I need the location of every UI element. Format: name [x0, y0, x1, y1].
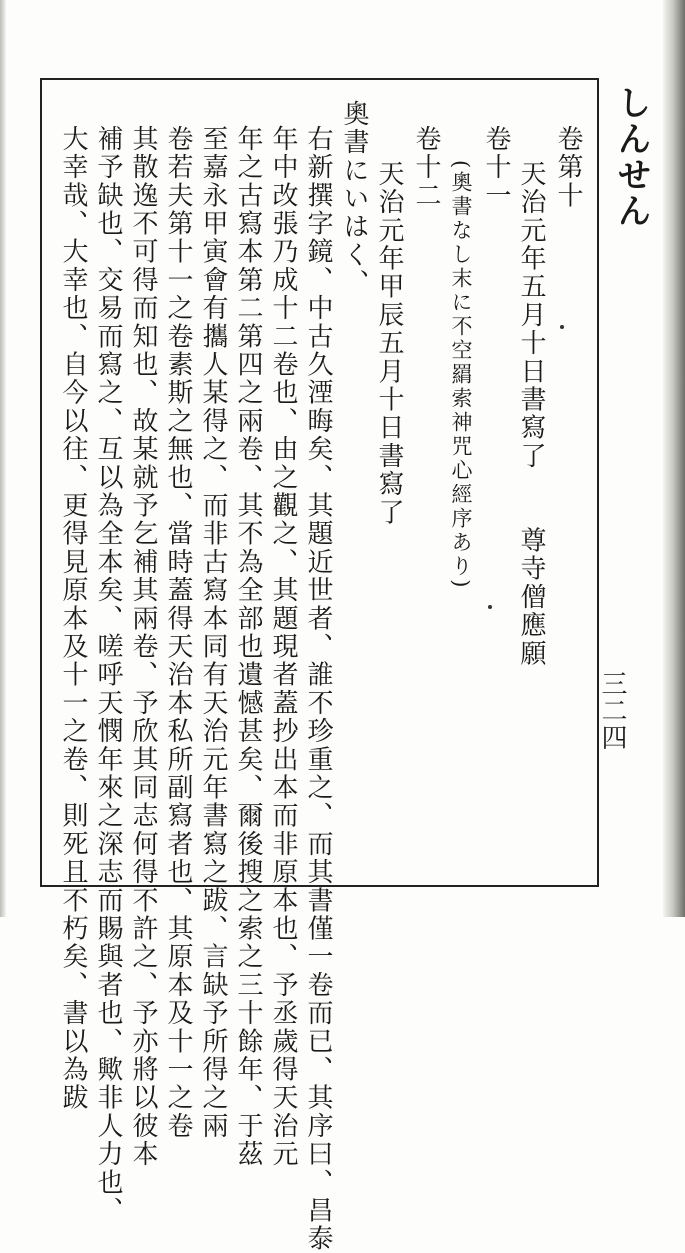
text-column-10: 年之古寫本第二第四之兩卷、其不為全部也遺憾甚矣、爾後搜之索之三十餘年、于茲 — [233, 125, 263, 1169]
page-edge-shadow-right — [663, 0, 685, 917]
print-speck — [488, 605, 492, 609]
text-column-11: 至嘉永甲寅會有攜人某得之、而非古寫本同有天治元年書寫之跋、言缺予所得之兩 — [198, 125, 228, 1141]
print-speck — [560, 325, 564, 329]
text-column-2: 天治元年五月十日書寫了 尊寺僧應願 — [516, 160, 546, 668]
page-edge-shadow-left — [0, 0, 6, 917]
text-column-13: 其散逸不可得而知也、故某就予乞補其兩卷、予欣其同志何得不許之、予亦將以彼本 — [128, 125, 158, 1169]
text-column-3: 卷十一 — [481, 125, 511, 210]
text-column-1: 卷第十 — [553, 125, 583, 210]
running-title: しんせん — [611, 85, 651, 229]
text-column-14: 補予缺也、交易而寫之、互以為全本矣、嗟呼天憫年來之深志而賜與者也、歟非人力也、 — [93, 125, 123, 1225]
text-column-12: 卷若夫第十一之卷素斯之無也、當時蓋得天治本私所副寫者也、其原本及十一之卷 — [163, 125, 193, 1141]
text-column-8: 右新撰字鏡、中古久湮晦矣、其題近世者、誰不珍重之、而其書僅一卷而已、其序曰、昌泰 — [303, 125, 333, 1253]
text-column-4: (奧書なし末に不空羂索神咒心經序あり) — [449, 160, 473, 591]
text-column-6: 天治元年甲辰五月十日書寫了 — [374, 160, 404, 527]
text-column-5: 卷十二 — [411, 125, 441, 210]
page-number: 三二四 — [597, 670, 627, 751]
text-column-15: 大幸哉、大幸也、自今以往、更得見原本及十一之卷、則死且不朽矣、書以為跋 — [58, 125, 88, 1112]
text-column-9: 年中改張乃成十二卷也、由之觀之、其題現者蓋抄出本而非原本也、予丞歲得天治元 — [268, 125, 298, 1169]
text-column-7: 奧書にいはく、 — [339, 100, 369, 298]
